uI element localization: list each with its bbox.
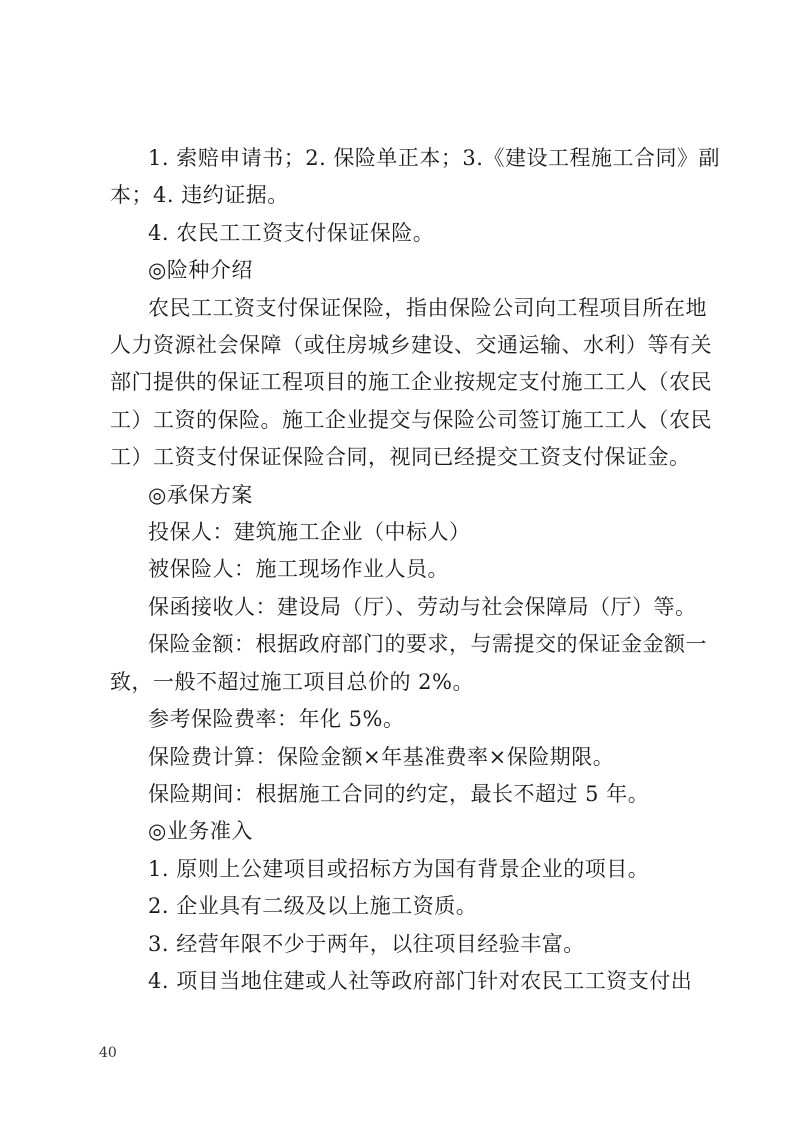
subheading-underwriting-plan: ◎承保方案	[148, 483, 253, 507]
intro-paragraph-line-5: 工）工资支付保证保险合同，视同已经提交工资支付保证金。	[110, 445, 691, 469]
insured-line: 被保险人：施工现场作业人员。	[148, 557, 449, 581]
subheading-product-intro: ◎险种介绍	[148, 258, 253, 282]
claim-docs-line-1: 1. 索赔申请书；2. 保险单正本；3.《建设工程施工合同》副	[148, 146, 720, 170]
intro-paragraph-line-4: 工）工资的保险。施工企业提交与保险公司签订施工工人（农民	[110, 408, 712, 432]
claim-docs-line-2: 本；4. 违约证据。	[110, 183, 289, 207]
intro-paragraph-line-3: 部门提供的保证工程项目的施工企业按规定支付施工工人（农民	[110, 370, 712, 394]
intro-paragraph-line-1: 农民工工资支付保证保险，指由保险公司向工程项目所在地	[148, 296, 707, 320]
insurance-period-line: 保险期间：根据施工合同的约定，最长不超过 5 年。	[148, 782, 650, 806]
insured-amount-line-1: 保险金额：根据政府部门的要求，与需提交的保证金金额一	[148, 632, 707, 656]
premium-rate-line: 参考保险费率：年化 5%。	[148, 707, 405, 731]
section-heading-wage-insurance: 4. 农民工工资支付保证保险。	[148, 221, 435, 245]
policyholder-line: 投保人：建筑施工企业（中标人）	[148, 520, 471, 544]
page-number: 40	[99, 1045, 117, 1061]
admission-item-3: 3. 经营年限不少于两年，以往项目经验丰富。	[148, 932, 585, 956]
subheading-business-admission: ◎业务准入	[148, 819, 253, 843]
admission-item-1: 1. 原则上公建项目或招标方为国有背景企业的项目。	[148, 857, 650, 881]
insured-amount-line-2: 致，一般不超过施工项目总价的 2%。	[110, 670, 474, 694]
guarantee-receiver-line: 保函接收人：建设局（厅）、劳动与社会保障局（厅）等。	[148, 595, 697, 619]
intro-paragraph-line-2: 人力资源社会保障（或住房城乡建设、交通运输、水利）等有关	[110, 333, 712, 357]
admission-item-2: 2. 企业具有二级及以上施工资质。	[148, 894, 478, 918]
premium-calc-line: 保险费计算：保险金额×年基准费率×保险期限。	[148, 745, 615, 769]
admission-item-4: 4. 项目当地住建或人社等政府部门针对农民工工资支付出	[148, 969, 693, 993]
